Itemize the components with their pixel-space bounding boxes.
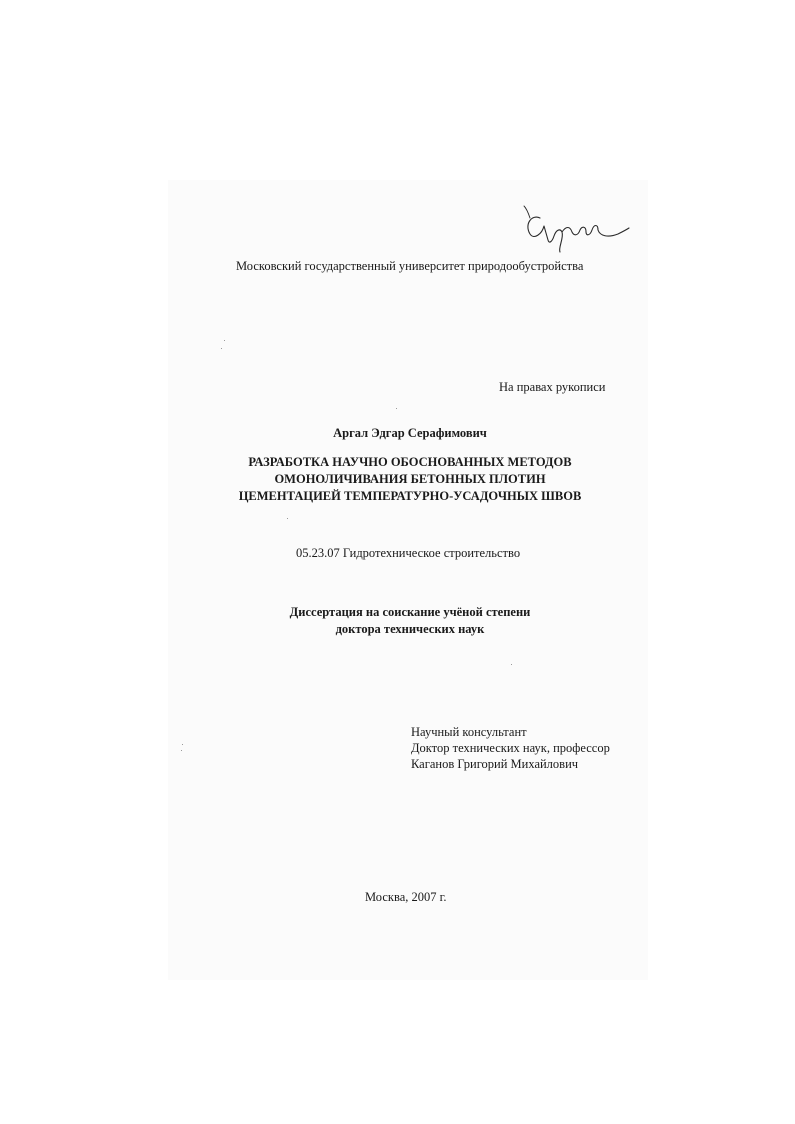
scan-speck <box>181 750 182 751</box>
degree-line: Диссертация на соискание учёной степени <box>289 605 531 619</box>
university-name: Московский государственный университет природообустройства <box>236 259 584 273</box>
title-line: ОМОНОЛИЧИВАНИЯ БЕТОННЫХ ПЛОТИН <box>274 472 546 486</box>
degree-line: доктора технических наук <box>335 622 485 636</box>
signature <box>518 204 630 254</box>
scan-background <box>168 180 648 980</box>
scan-speck <box>224 340 225 341</box>
manuscript-note: На правах рукописи <box>499 380 606 394</box>
specialty-code: 05.23.07 Гидротехническое строительство <box>296 546 521 560</box>
author-name: Аргал Эдгар Серафимович <box>333 426 487 440</box>
title-line: РАЗРАБОТКА НАУЧНО ОБОСНОВАННЫХ МЕТОДОВ <box>248 455 572 469</box>
scan-speck <box>511 664 512 665</box>
scientific-consultant <box>411 724 610 772</box>
city-year: Москва, 2007 г. <box>365 890 447 904</box>
scan-speck <box>221 348 222 349</box>
consultant-line: Каганов Григорий Михайлович <box>411 757 579 771</box>
scan-speck <box>182 744 183 745</box>
scan-speck <box>396 408 397 409</box>
consultant-line: Научный консультант <box>411 725 527 739</box>
title-line: ЦЕМЕНТАЦИЕЙ ТЕМПЕРАТУРНО-УСАДОЧНЫХ ШВОВ <box>238 489 582 503</box>
scan-speck <box>287 518 288 519</box>
degree-statement <box>200 604 620 638</box>
dissertation-title <box>150 454 670 505</box>
consultant-line: Доктор технических наук, профессор <box>411 741 610 755</box>
